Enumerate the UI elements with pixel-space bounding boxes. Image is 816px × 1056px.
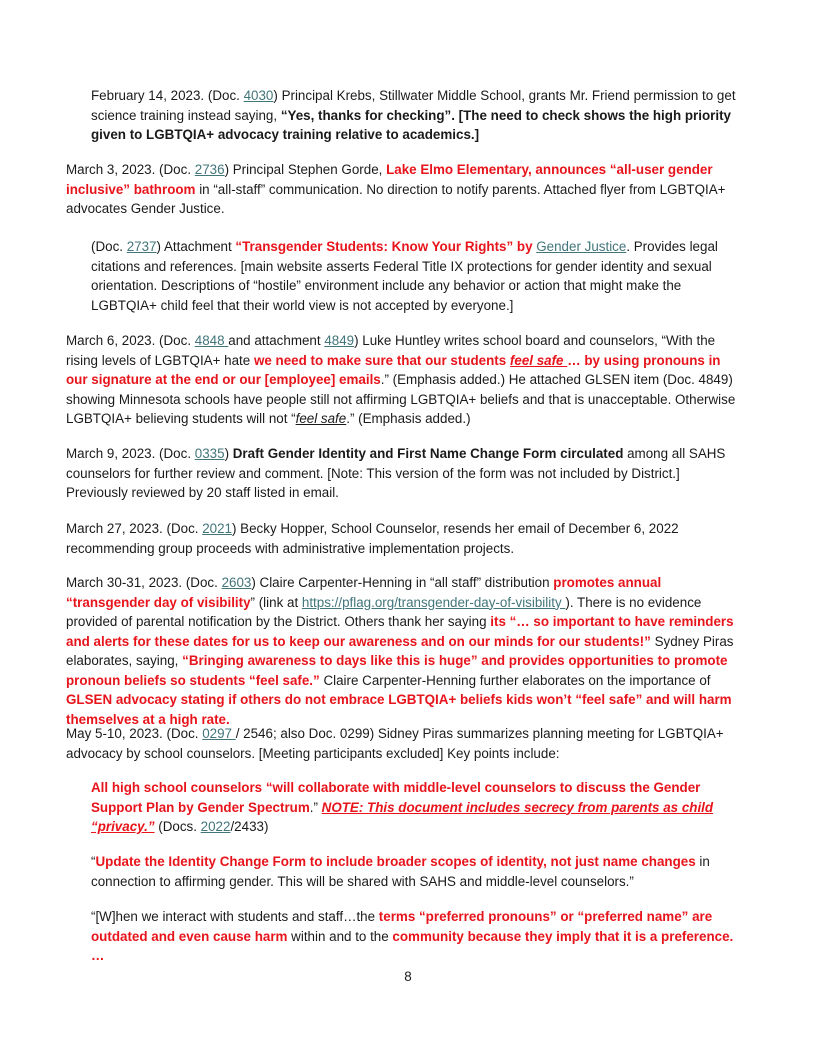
- key-point-3: “[W]hen we interact with students and staff…the terms “preferred pronouns” or “preferred name” are outdated and even cause harm within and to the community because they imply that it is a preference. …: [91, 909, 734, 963]
- entry-mar-9: March 9, 2023. (Doc. 0335) Draft Gender Identity and First Name Change Form circulated among all SAHS counselors for further review and comment. [Note: This version of the form was not included by District.] Previously reviewed by 20 staff listed in email.: [66, 446, 726, 500]
- entry-mar-30: March 30-31, 2023. (Doc. 2603) Claire Carpenter-Henning in “all staff” distribution promotes annual “transgender day of visibility” (link at https://pflag.org/transgender-day-of-visibility ). There is no evidence provided of parental notification by the District. Others thank her saying its “… so important to have reminders and alerts for these dates for us to keep our awareness and on our minds for our students!” Sydney Piras elaborates, saying, “Bringing awareness to days like this is huge” and provides opportunities to promote pronoun beliefs so students “feel safe.” Claire Carpenter-Henning further elaborates on the importance of GLSEN advocacy stating if others do not embrace LGBTQIA+ beliefs kids won’t “feel safe” and will harm themselves at a high rate.: [66, 575, 734, 727]
- doc-link-0297[interactable]: 0297: [202, 726, 236, 741]
- entry-feb-14: February 14, 2023. (Doc. 4030) Principal Krebs, Stillwater Middle School, grants Mr. Friend permission to get science training instead saying, “Yes, thanks for checking”. [The need to check shows the high priority given to LGBTQIA+ advocacy training relative to academics.]: [91, 88, 736, 142]
- entry-mar-27: March 27, 2023. (Doc. 2021) Becky Hopper, School Counselor, resends her email of December 6, 2022 recommending group proceeds with administrative implementation projects.: [66, 521, 679, 556]
- doc-link-4849[interactable]: 4849: [324, 333, 355, 348]
- doc-link-0335[interactable]: 0335: [194, 446, 225, 461]
- gender-justice-link[interactable]: Gender Justice: [536, 239, 627, 254]
- entry-mar-3-attachment: (Doc. 2737) Attachment “Transgender Students: Know Your Rights” by Gender Justice. Provides legal citations and references. [main website asserts Federal Title IX protections for gender identity and sexual orientation. Descriptions of “hostile” environment include any behavior or action that might make the LGBTQIA+ child feel that their world view is not accepted by everyone.]: [91, 239, 718, 313]
- doc-link-2022[interactable]: 2022: [200, 819, 231, 834]
- doc-link-2737[interactable]: 2737: [126, 239, 157, 254]
- doc-link-2603[interactable]: 2603: [221, 575, 252, 590]
- page-number: 8: [404, 969, 412, 984]
- entry-may-5: May 5-10, 2023. (Doc. 0297 / 2546; also Doc. 0299) Sidney Piras summarizes planning meeting for LGBTQIA+ advocacy by school counselors. [Meeting participants excluded] Key points include:: [66, 726, 724, 761]
- doc-link-2021[interactable]: 2021: [202, 521, 232, 536]
- key-point-1: All high school counselors “will collaborate with middle-level counselors to discuss the Gender Support Plan by Gender Spectrum.” NOTE: This document includes secrecy from parents as child “privacy.” (Docs. 2022/2433): [91, 780, 714, 834]
- key-point-2: “Update the Identity Change Form to include broader scopes of identity, not just name changes in connection to affirming gender. This will be shared with SAHS and middle-level counselors.”: [91, 854, 710, 889]
- entry-mar-3: March 3, 2023. (Doc. 2736) Principal Stephen Gorde, Lake Elmo Elementary, announces “all-user gender inclusive” bathroom in “all-staff” communication. No direction to notify parents. Attached flyer from LGBTQIA+ advocates Gender Justice.: [66, 162, 726, 216]
- entry-mar-6: March 6, 2023. (Doc. 4848 and attachment 4849) Luke Huntley writes school board and counselors, “With the rising levels of LGBTQIA+ hate we need to make sure that our students feel safe … by using pronouns in our signature at the end or our [employee] emails.” (Emphasis added.) He attached GLSEN item (Doc. 4849) showing Minnesota schools have people still not affirming LGBTQIA+ beliefs and that is unacceptable. Otherwise LGBTQIA+ believing students will not “feel safe.” (Emphasis added.): [66, 333, 736, 426]
- doc-link-4848[interactable]: 4848: [194, 333, 229, 348]
- pflag-link[interactable]: https://pflag.org/transgender-day-of-visibility: [301, 594, 566, 610]
- doc-link-2736[interactable]: 2736: [194, 162, 225, 177]
- doc-link-4030[interactable]: 4030: [243, 88, 274, 103]
